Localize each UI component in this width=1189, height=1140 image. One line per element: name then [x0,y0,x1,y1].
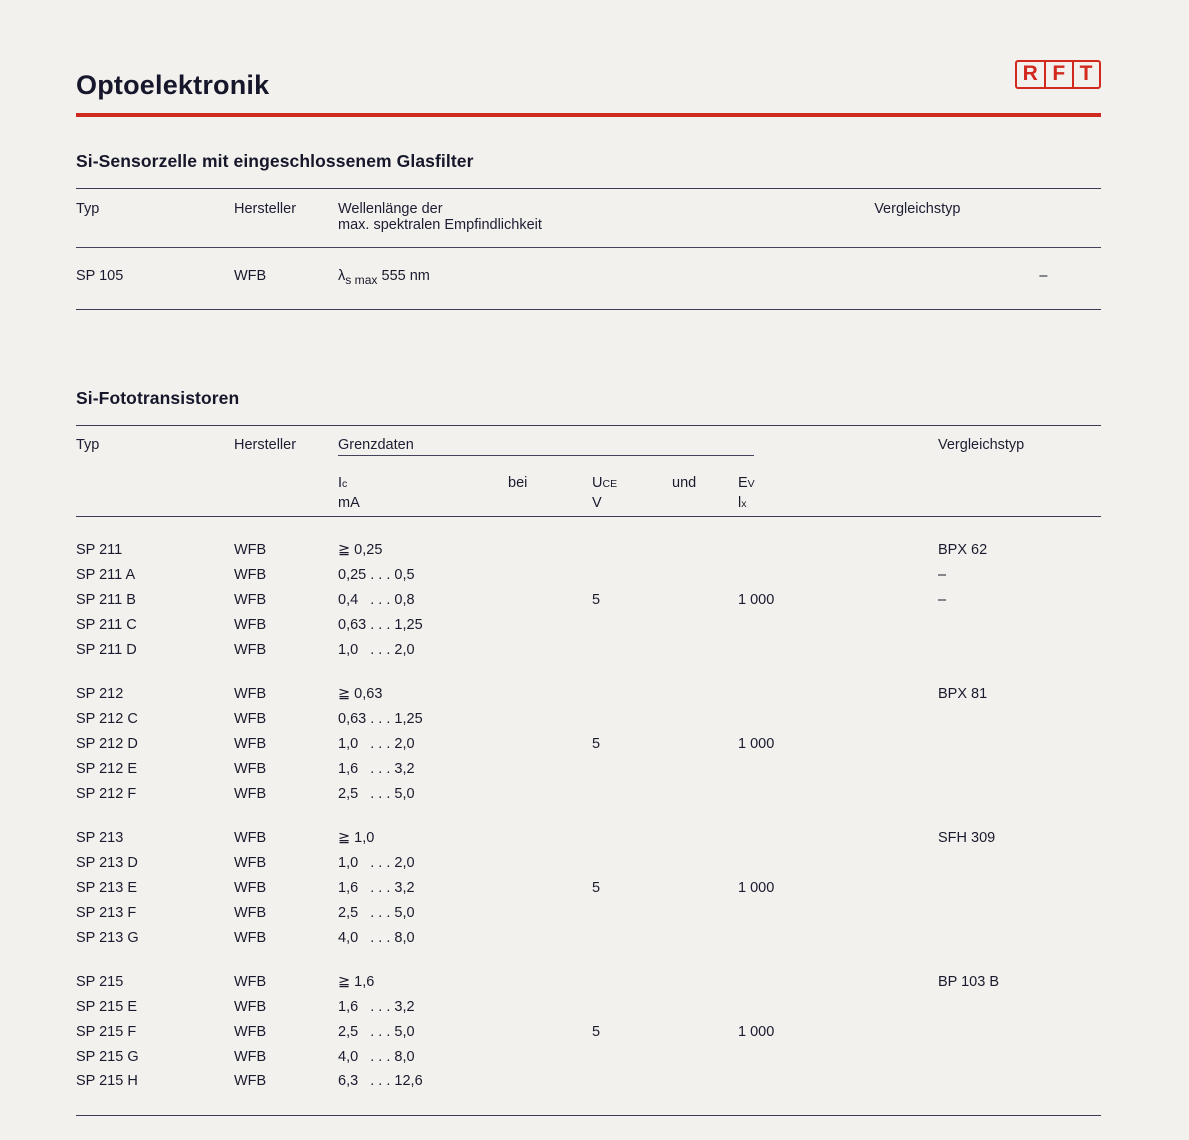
table-row [76,876,1101,901]
symbol-ev: E [738,474,748,491]
header-typ: Typ [76,201,100,217]
cell-vergleichstyp: BPX 81 [938,685,988,702]
cell-und [672,588,738,613]
table-row [76,563,1101,588]
cell-uce [592,807,672,851]
header-vergleichstyp: Vergleichstyp [874,201,961,217]
rft-logo [1015,60,1101,89]
cell-bei [508,926,592,951]
cell-vergleichstyp [938,876,1101,901]
cell-und [672,757,738,782]
cell-ev [738,851,938,876]
cell-und [672,901,738,926]
cell-und [672,951,738,995]
cell-typ: SP 212 E [76,760,138,777]
cell-ev [738,1045,938,1070]
cell-und [672,1020,738,1045]
cell-vergleichstyp: BPX 62 [938,542,988,559]
cell-typ: SP 213 E [76,879,138,896]
subheader-bei [508,466,592,516]
unit-lx: l [738,495,742,512]
cell-ev: 1 000 [738,879,775,896]
cell-uce [592,638,672,663]
cell-ev [738,707,938,732]
table-row [76,851,1101,876]
cell-ev [738,1070,938,1095]
cell-bei [508,707,592,732]
logo-letter-t: T [1079,62,1093,85]
table2-subheader-row [76,466,1101,516]
cell-hersteller: WFB [234,785,267,802]
cell-typ: SP 213 F [76,904,137,921]
cell-ic: 2,5 . . . 5,0 [338,785,415,802]
cell-ev [738,517,938,563]
cell-hersteller: WFB [234,1048,267,1065]
cell-und [672,1070,738,1095]
header-wellenlaenge-line2: max. spektralen Empfindlichkeit [338,217,542,233]
table-row [76,613,1101,638]
cell-und [672,851,738,876]
header-typ: Typ [76,436,100,453]
cell-vergleichstyp [938,757,1101,782]
table-row [76,757,1101,782]
cell-bei [508,757,592,782]
cell-vergleichstyp: SFH 309 [938,829,996,846]
cell-ev [738,663,938,707]
table-row [76,517,1101,563]
subheader-ic [338,466,508,516]
table-row [76,951,1101,995]
symbol-uce: U [592,474,603,491]
cell-uce [592,926,672,951]
cell-vergleichstyp: BP 103 B [938,973,1000,990]
cell-hersteller: WFB [234,710,267,727]
cell-und [672,563,738,588]
cell-ic: 1,0 . . . 2,0 [338,735,415,752]
subheader-spacer-hersteller [234,466,338,516]
unit-v: V [592,495,602,512]
cell-vergleichstyp [938,1045,1101,1070]
cell-uce: 5 [592,879,601,896]
cell-vergleichstyp [938,638,1101,663]
cell-hersteller: WFB [234,829,267,846]
cell-und [672,926,738,951]
cell-uce [592,563,672,588]
cell-uce [592,517,672,563]
cell-hersteller: WFB [234,616,267,633]
cell-hersteller: WFB [234,591,267,608]
cell-bei [508,1070,592,1095]
cell-ic: 0,63 . . . 1,25 [338,710,423,727]
cell-uce [592,757,672,782]
cell-ic: 1,6 . . . 3,2 [338,879,415,896]
cell-uce [592,995,672,1020]
cell-und [672,663,738,707]
lambda-value: 555 nm [381,268,430,284]
grenzdaten-underline [338,455,754,456]
cell-ic: 6,3 . . . 12,6 [338,1073,423,1090]
cell-ev [738,951,938,995]
cell-ev: 1 000 [738,735,775,752]
cell-ev: 1 000 [738,591,775,608]
table2-bottom-rule [76,1115,1101,1116]
cell-uce: 5 [592,591,601,608]
cell-hersteller: WFB [234,854,267,871]
cell-vergleichstyp [938,1020,1101,1045]
table-row [76,782,1101,807]
table-row [76,1070,1101,1095]
cell-uce [592,951,672,995]
cell-typ: SP 215 G [76,1048,139,1065]
cell-ic: 4,0 . . . 8,0 [338,929,415,946]
header-wellenlaenge [338,189,874,241]
cell-hersteller: WFB [234,268,267,284]
cell-ev: 1 000 [738,1023,775,1040]
cell-bei [508,782,592,807]
symbol-ic: I [338,474,343,491]
cell-ev [738,807,938,851]
page-title: Optoelektronik [76,70,270,100]
cell-typ: SP 213 G [76,929,139,946]
cell-hersteller: WFB [234,929,267,946]
cell-typ: SP 211 C [76,616,137,633]
cell-vergleichstyp [938,1070,1101,1095]
header-vergleichstyp: Vergleichstyp [938,436,1025,453]
header-wellenlaenge-line1: Wellenlänge der [338,201,443,217]
section-spacer [76,310,1101,388]
cell-bei [508,951,592,995]
table-fototransistoren-header [76,426,1101,516]
table-fototransistoren-body [76,517,1101,1095]
table-row [76,638,1101,663]
cell-vergleichstyp [938,707,1101,732]
table1-header-row [76,189,1101,241]
cell-vergleichstyp [938,613,1101,638]
cell-bei [508,807,592,851]
cell-bei [508,1045,592,1070]
cell-uce: 5 [592,1023,601,1040]
cell-vergleichstyp [938,851,1101,876]
cell-ic: 1,0 . . . 2,0 [338,641,415,658]
cell-hersteller: WFB [234,998,267,1015]
cell-typ: SP 213 [76,829,124,846]
table-row [76,926,1101,951]
cell-wellenlaenge [338,248,1039,309]
cell-ic: 1,6 . . . 3,2 [338,760,415,777]
symbol-ic-sub: c [342,477,348,490]
cell-typ: SP 211 [76,542,123,559]
subheader-uce [592,466,672,516]
cell-vergleichstyp [938,732,1101,757]
cell-ic: 2,5 . . . 5,0 [338,904,415,921]
cell-ic: ≧ 0,25 [338,542,383,559]
cell-vergleichstyp [938,782,1101,807]
cell-typ: SP 212 [76,685,124,702]
logo-letter-r: R [1017,62,1047,87]
cell-und [672,807,738,851]
cell-ic: 4,0 . . . 8,0 [338,1048,415,1065]
cell-uce [592,782,672,807]
table-row [76,248,1101,309]
cell-uce [592,663,672,707]
header-hersteller: Hersteller [234,201,297,217]
unit-lx-sub: x [741,498,747,511]
logo-letter-f: F [1046,62,1073,87]
cell-vergleichstyp: – [938,591,947,608]
table-row [76,1020,1101,1045]
cell-ic: 0,4 . . . 0,8 [338,591,415,608]
cell-typ: SP 211 B [76,591,136,608]
cell-typ: SP 212 C [76,710,138,727]
header-hersteller: Hersteller [234,436,297,453]
lambda-subscript: s max [345,272,378,287]
subheader-spacer-typ [76,466,234,516]
cell-typ: SP 215 [76,973,124,990]
cell-bei [508,851,592,876]
page-header [76,56,1101,101]
cell-hersteller: WFB [234,1073,267,1090]
cell-ic: 1,6 . . . 3,2 [338,998,415,1015]
table2-header-row [76,426,1101,466]
cell-und [672,613,738,638]
cell-uce [592,707,672,732]
cell-und [672,638,738,663]
cell-ev [738,782,938,807]
table-row [76,995,1101,1020]
header-grenzdaten: Grenzdaten [338,436,414,453]
cell-uce [592,1070,672,1095]
cell-und [672,732,738,757]
cell-bei [508,588,592,613]
cell-vergleichstyp [938,901,1101,926]
cell-typ: SP 105 [76,268,124,284]
cell-hersteller: WFB [234,566,267,583]
cell-typ: SP 212 F [76,785,137,802]
cell-uce [592,901,672,926]
lambda-symbol: λ [338,268,346,284]
subheader-spacer-vergleichstyp [938,466,1101,516]
table-row [76,807,1101,851]
cell-bei [508,663,592,707]
section-title-sensorzelle: Si-Sensorzelle mit eingeschlossenem Glasfilter [76,151,474,171]
header-grenzdaten-group [338,426,938,466]
cell-bei [508,563,592,588]
cell-uce [592,851,672,876]
cell-typ: SP 215 H [76,1073,138,1090]
cell-ev [738,638,938,663]
cell-und [672,707,738,732]
cell-vergleichstyp: – [1039,268,1048,284]
cell-bei [508,1020,592,1045]
cell-hersteller: WFB [234,735,267,752]
cell-ic: ≧ 1,0 [338,829,375,846]
cell-bei [508,613,592,638]
cell-vergleichstyp: – [938,566,947,583]
table-row [76,588,1101,613]
cell-hersteller: WFB [234,685,267,702]
cell-und [672,876,738,901]
cell-ev [738,995,938,1020]
cell-vergleichstyp [938,926,1101,951]
cell-bei [508,876,592,901]
title-divider [76,113,1101,117]
cell-typ: SP 213 D [76,854,138,871]
cell-hersteller: WFB [234,1023,267,1040]
cell-hersteller: WFB [234,641,267,658]
cell-typ: SP 211 D [76,641,137,658]
cell-hersteller: WFB [234,542,267,559]
table-row [76,1045,1101,1070]
section-title-fototransistoren: Si-Fototransistoren [76,387,240,408]
cell-typ: SP 212 D [76,735,138,752]
label-bei: bei [508,474,528,491]
cell-hersteller: WFB [234,760,267,777]
cell-uce [592,1045,672,1070]
cell-ic: ≧ 0,63 [338,685,383,702]
cell-ev [738,926,938,951]
cell-bei [508,638,592,663]
cell-und [672,995,738,1020]
cell-und [672,1045,738,1070]
unit-ma: mA [338,495,360,512]
cell-typ: SP 215 F [76,1023,137,1040]
table-row [76,707,1101,732]
cell-und [672,782,738,807]
cell-bei [508,995,592,1020]
cell-vergleichstyp [938,995,1101,1020]
cell-ev [738,901,938,926]
table-row [76,732,1101,757]
cell-typ: SP 215 E [76,998,138,1015]
table-sensorzelle [76,189,1101,241]
cell-bei [508,517,592,563]
cell-bei [508,732,592,757]
cell-hersteller: WFB [234,904,267,921]
cell-ev [738,757,938,782]
symbol-uce-sub: CE [602,477,618,490]
cell-uce: 5 [592,735,601,752]
table-row [76,901,1101,926]
cell-uce [592,613,672,638]
cell-typ: SP 211 A [76,566,136,583]
cell-ev [738,563,938,588]
cell-bei [508,901,592,926]
cell-hersteller: WFB [234,973,267,990]
cell-hersteller: WFB [234,879,267,896]
label-und: und [672,474,697,491]
table-row [76,663,1101,707]
cell-ic: 2,5 . . . 5,0 [338,1023,415,1040]
cell-ic: 1,0 . . . 2,0 [338,854,415,871]
cell-ic: 0,25 . . . 0,5 [338,566,415,583]
cell-ic: 0,63 . . . 1,25 [338,616,423,633]
cell-ic: ≧ 1,6 [338,973,375,990]
table-sensorzelle-body [76,248,1101,309]
cell-ev [738,613,938,638]
cell-und [672,517,738,563]
subheader-ev [738,466,938,516]
subheader-und [672,466,738,516]
symbol-ev-sub: V [747,477,755,490]
